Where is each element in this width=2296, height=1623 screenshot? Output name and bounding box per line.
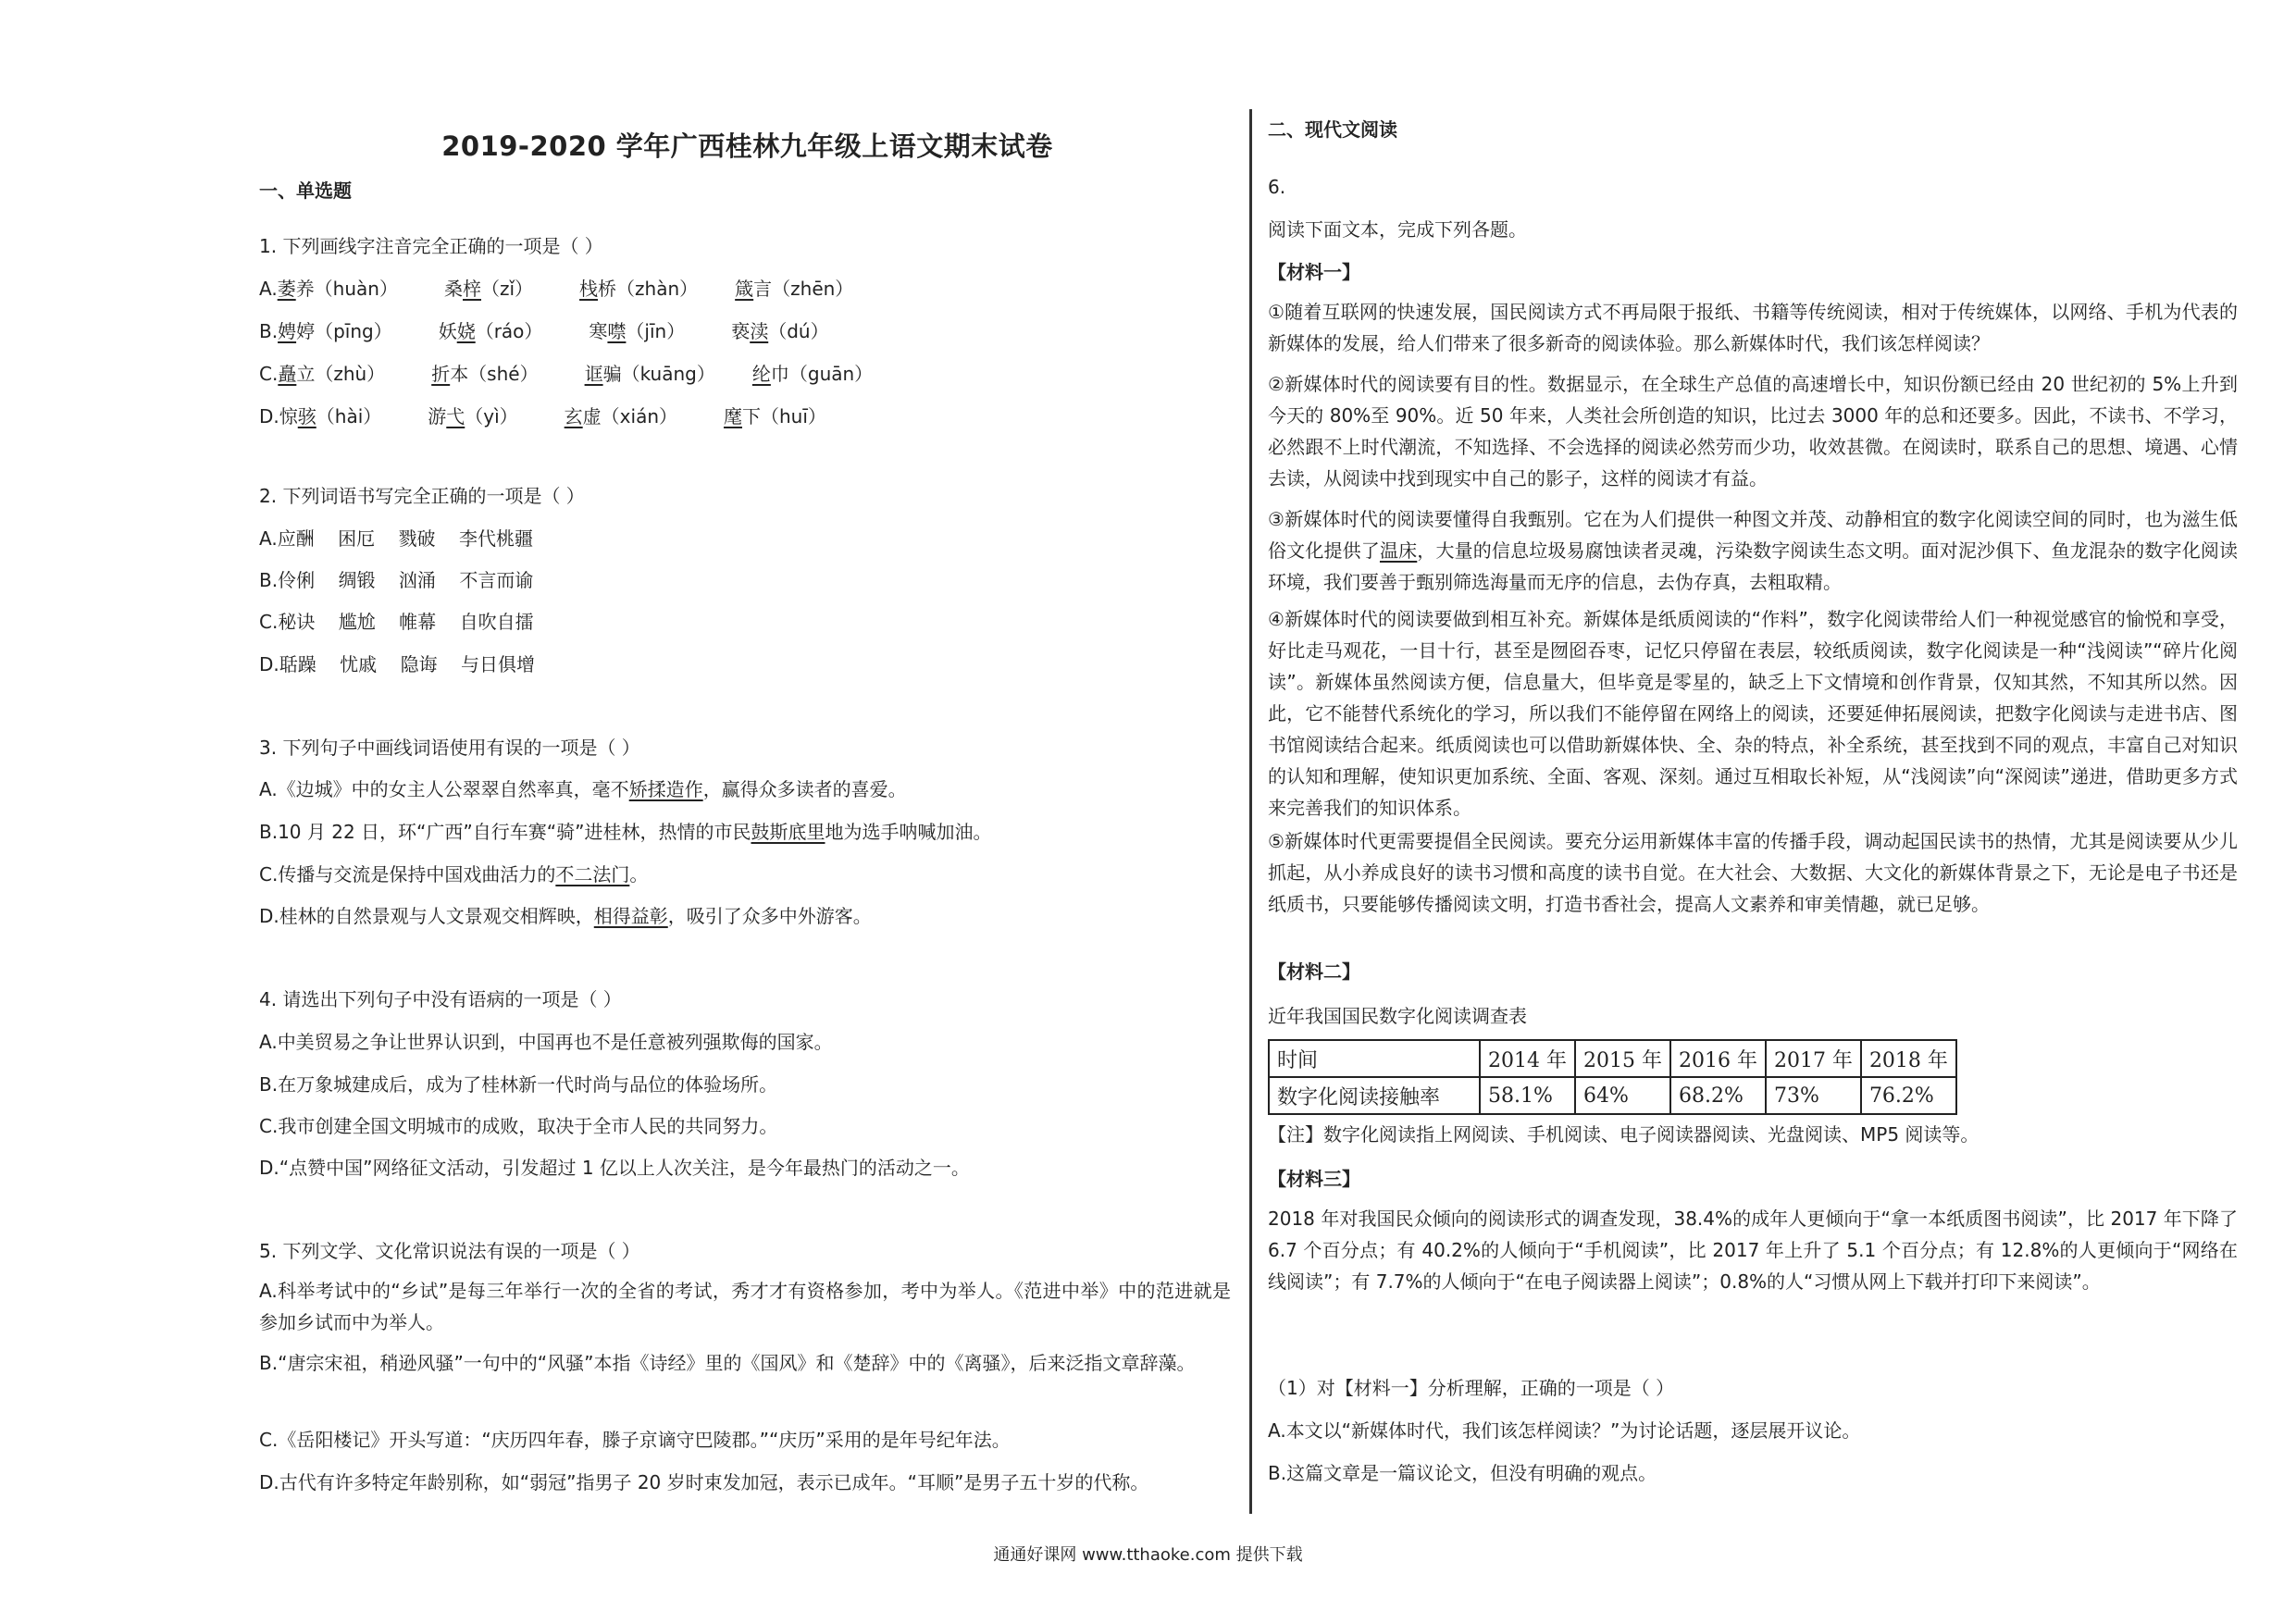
material-2-heading: 【材料二】 — [1268, 960, 1360, 983]
sub-question-1-option-b: B.这篇文章是一篇议论文，但没有明确的观点。 — [1268, 1462, 1657, 1484]
sub-question-1-stem: （1）对【材料一】分析理解，正确的一项是（ ） — [1268, 1377, 1675, 1399]
q1-stem: 1. 下列画线字注音完全正确的一项是（ ） — [259, 235, 603, 257]
table-row — [1269, 1040, 1956, 1077]
q5-stem: 5. 下列文学、文化常识说法有误的一项是（ ） — [259, 1240, 640, 1262]
table-note: 【注】数字化阅读指上网阅读、手机阅读、电子阅读器阅读、光盘阅读、MP5 阅读等。 — [1268, 1123, 1980, 1146]
q3-option-d: D.桂林的自然景观与人文景观交相辉映，相得益彰，吸引了众多中外游客。 — [259, 905, 872, 927]
q2-option-d: D.聒躁 忧戚 隐诲 与日俱增 — [259, 653, 536, 675]
q3-stem: 3. 下列句子中画线词语使用有误的一项是（ ） — [259, 737, 640, 759]
table-cell: 2014 年 — [1480, 1040, 1575, 1077]
table-cell: 76.2% — [1861, 1077, 1956, 1114]
q3-option-c: C.传播与交流是保持中国戏曲活力的不二法门。 — [259, 863, 649, 886]
q3-option-a: A.《边城》中的女主人公翠翠自然率真，毫不矫揉造作，赢得众多读者的喜爱。 — [259, 778, 907, 800]
material-1-heading: 【材料一】 — [1268, 261, 1360, 283]
section-heading-1: 一、单选题 — [259, 180, 352, 202]
material-1-para-2: ②新媒体时代的阅读要有目的性。数据显示，在全球生产总值的高速增长中，知识份额已经由 20 世纪初的 5%上升到今天的 80%至 90%。近 50 年来，人类社会所创造的知识，比过去 3000 年的总和还要多。因此，不读书、不学习，必然跟不上时代潮流，不知选择、不会选择的阅读必然劳而少功，收效甚微。在阅读时，联系自己的思想、境遇、心情去读，从阅读中找到现实中自己的影子，这样的阅读才有益。 — [1268, 373, 2238, 489]
q5-option-c: C.《岳阳楼记》开头写道：“庆历四年春，滕子京谪守巴陵郡。”“庆历”采用的是年号纪年法。 — [259, 1429, 1011, 1451]
q1-option-c: C.矗立（zhù） 折本（shé） 诓骗（kuāng） 纶巾（guān） — [259, 363, 874, 385]
q1-option-b: B.娉婷（pīng） 妖娆（ráo） 寒噤（jīn） 亵渎（dú） — [259, 320, 829, 342]
material-3-heading: 【材料三】 — [1268, 1168, 1360, 1190]
table-row — [1269, 1077, 1956, 1114]
table-caption: 近年我国国民数字化阅读调查表 — [1268, 1005, 1527, 1027]
q4-option-c: C.我市创建全国文明城市的成败，取决于全市人民的共同努力。 — [259, 1115, 778, 1137]
sub-question-1-option-a: A.本文以“新媒体时代，我们该怎样阅读？”为讨论话题，逐层展开议论。 — [1268, 1419, 1861, 1442]
q3-option-b: B.10 月 22 日，环“广西”自行车赛“骑”进桂林，热情的市民鼓斯底里地为选手呐喊加油。 — [259, 821, 992, 843]
q5-option-d: D.古代有许多特定年龄别称，如“弱冠”指男子 20 岁时束发加冠，表示已成年。“耳顺”是男子五十岁的代称。 — [259, 1471, 1149, 1493]
material-1-para-5: ⑤新媒体时代更需要提倡全民阅读。要充分运用新媒体丰富的传播手段，调动起国民读书的热情，尤其是阅读要从少儿抓起，从小养成良好的读书习惯和高度的读书自觉。在大社会、大数据、大文化的新媒体背景之下，无论是电子书还是纸质书，只要能够传播阅读文明，打造书香社会，提高人文素养和审美情趣，就已足够。 — [1268, 830, 2238, 915]
q1-option-a: A.萎养（huàn） 桑梓（zǐ） 栈桥（zhàn） 箴言（zhēn） — [259, 278, 854, 300]
table-cell: 73% — [1766, 1077, 1861, 1114]
q2-option-b: B.伶俐 绸锻 汹涌 不言而谕 — [259, 569, 534, 591]
table-cell: 58.1% — [1480, 1077, 1575, 1114]
q2-stem: 2. 下列词语书写完全正确的一项是（ ） — [259, 485, 585, 507]
table-cell: 2017 年 — [1766, 1040, 1861, 1077]
q4-option-a: A.中美贸易之争让世界认识到，中国再也不是任意被列强欺侮的国家。 — [259, 1031, 833, 1053]
material-1-para-3: ③新媒体时代的阅读要懂得自我甄别。它在为人们提供一种图文并茂、动静相宜的数字化阅读空间的同时，也为滋生低俗文化提供了温床，大量的信息垃圾易腐蚀读者灵魂，污染数字阅读生态文明。面对泥沙俱下、鱼龙混杂的数字化阅读环境，我们要善于甄别筛选海量而无序的信息，去伪存真，去粗取精。 — [1268, 508, 2239, 593]
survey-table — [1268, 1039, 1957, 1115]
q2-option-a: A.应酬 困厄 戮破 李代桃疆 — [259, 527, 533, 550]
material-1-para-1: ①随着互联网的快速发展，国民阅读方式不再局限于报纸、书籍等传统阅读，相对于传统媒体，以网络、手机为代表的新媒体的发展，给人们带来了很多新奇的阅读体验。那么新媒体时代，我们该怎样阅读？ — [1268, 301, 2238, 354]
table-cell: 68.2% — [1670, 1077, 1766, 1114]
q1-option-d: D.惊骇（hài） 游弋（yì） 玄虚（xián） 麾下（huī） — [259, 405, 826, 427]
q2-option-c: C.秘诀 尴尬 帷幕 自吹自擂 — [259, 611, 534, 633]
table-cell: 数字化阅读接触率 — [1269, 1077, 1480, 1114]
table-cell: 时间 — [1269, 1040, 1480, 1077]
table-cell: 2016 年 — [1670, 1040, 1766, 1077]
table-cell: 2015 年 — [1575, 1040, 1670, 1077]
q4-stem: 4. 请选出下列句子中没有语病的一项是（ ） — [259, 988, 622, 1010]
section-heading-2: 二、现代文阅读 — [1268, 118, 1397, 141]
q4-option-d: D.“点赞中国”网络征文活动，引发超过 1 亿以上人次关注，是今年最热门的活动之一。 — [259, 1157, 970, 1179]
page-footer: 通通好课网 www.tthaoke.com 提供下载 — [993, 1545, 1303, 1565]
table-cell: 2018 年 — [1861, 1040, 1956, 1077]
q6-number: 6. — [1268, 176, 1286, 198]
material-3-para: 2018 年对我国民众倾向的阅读形式的调查发现，38.4%的成年人更倾向于“拿一本纸质图书阅读”，比 2017 年下降了 6.7 个百分点；有 40.2%的人倾向于“手机阅读”，比 2017 年上升了 5.1 个百分点；有 12.8%的人更倾向于“网络在线阅读”；有 7.7%的人倾向于“在电子阅读器上阅读”；0.8%的人“习惯从网上下载并打印下来阅读”。 — [1268, 1208, 2238, 1293]
q6-intro: 阅读下面文本，完成下列各题。 — [1268, 218, 1527, 241]
table-cell: 64% — [1575, 1077, 1670, 1114]
q5-option-a: A.科举考试中的“乡试”是每三年举行一次的全省的考试，秀才才有资格参加，考中为举人。《范进中举》中的范进就是参加乡试而中为举人。 — [259, 1280, 1231, 1333]
q4-option-b: B.在万象城建成后，成为了桂林新一代时尚与品位的体验场所。 — [259, 1073, 778, 1096]
column-divider — [1249, 109, 1252, 1514]
q5-option-b: B.“唐宗宋祖，稍逊风骚”一句中的“风骚”本指《诗经》里的《国风》和《楚辞》中的《离骚》，后来泛指文章辞藻。 — [259, 1352, 1196, 1374]
material-1-para-4: ④新媒体时代的阅读要做到相互补充。新媒体是纸质阅读的“作料”，数字化阅读带给人们一种视觉感官的愉悦和享受，好比走马观花，一目十行，甚至是囫囵吞枣，记忆只停留在表层，较纸质阅读，数字化阅读是一种“浅阅读”“碎片化阅读”。新媒体虽然阅读方便，信息量大，但毕竟是零星的，缺乏上下文情境和创作背景，仅知其然，不知其所以然。因此，它不能替代系统化的学习，所以我们不能停留在网络上的阅读，还要延伸拓展阅读，把数字化阅读与走进书店、图书馆阅读结合起来。纸质阅读也可以借助新媒体快、全、杂的特点，补全系统，甚至找到不同的观点，丰富自己对知识的认知和理解，使知识更加系统、全面、客观、深刻。通过互相取长补短，从“浅阅读”向“深阅读”递进，借助更多方式来完善我们的知识体系。 — [1268, 608, 2238, 819]
exam-title: 2019-2020 学年广西桂林九年级上语文期末试卷 — [441, 130, 1053, 162]
